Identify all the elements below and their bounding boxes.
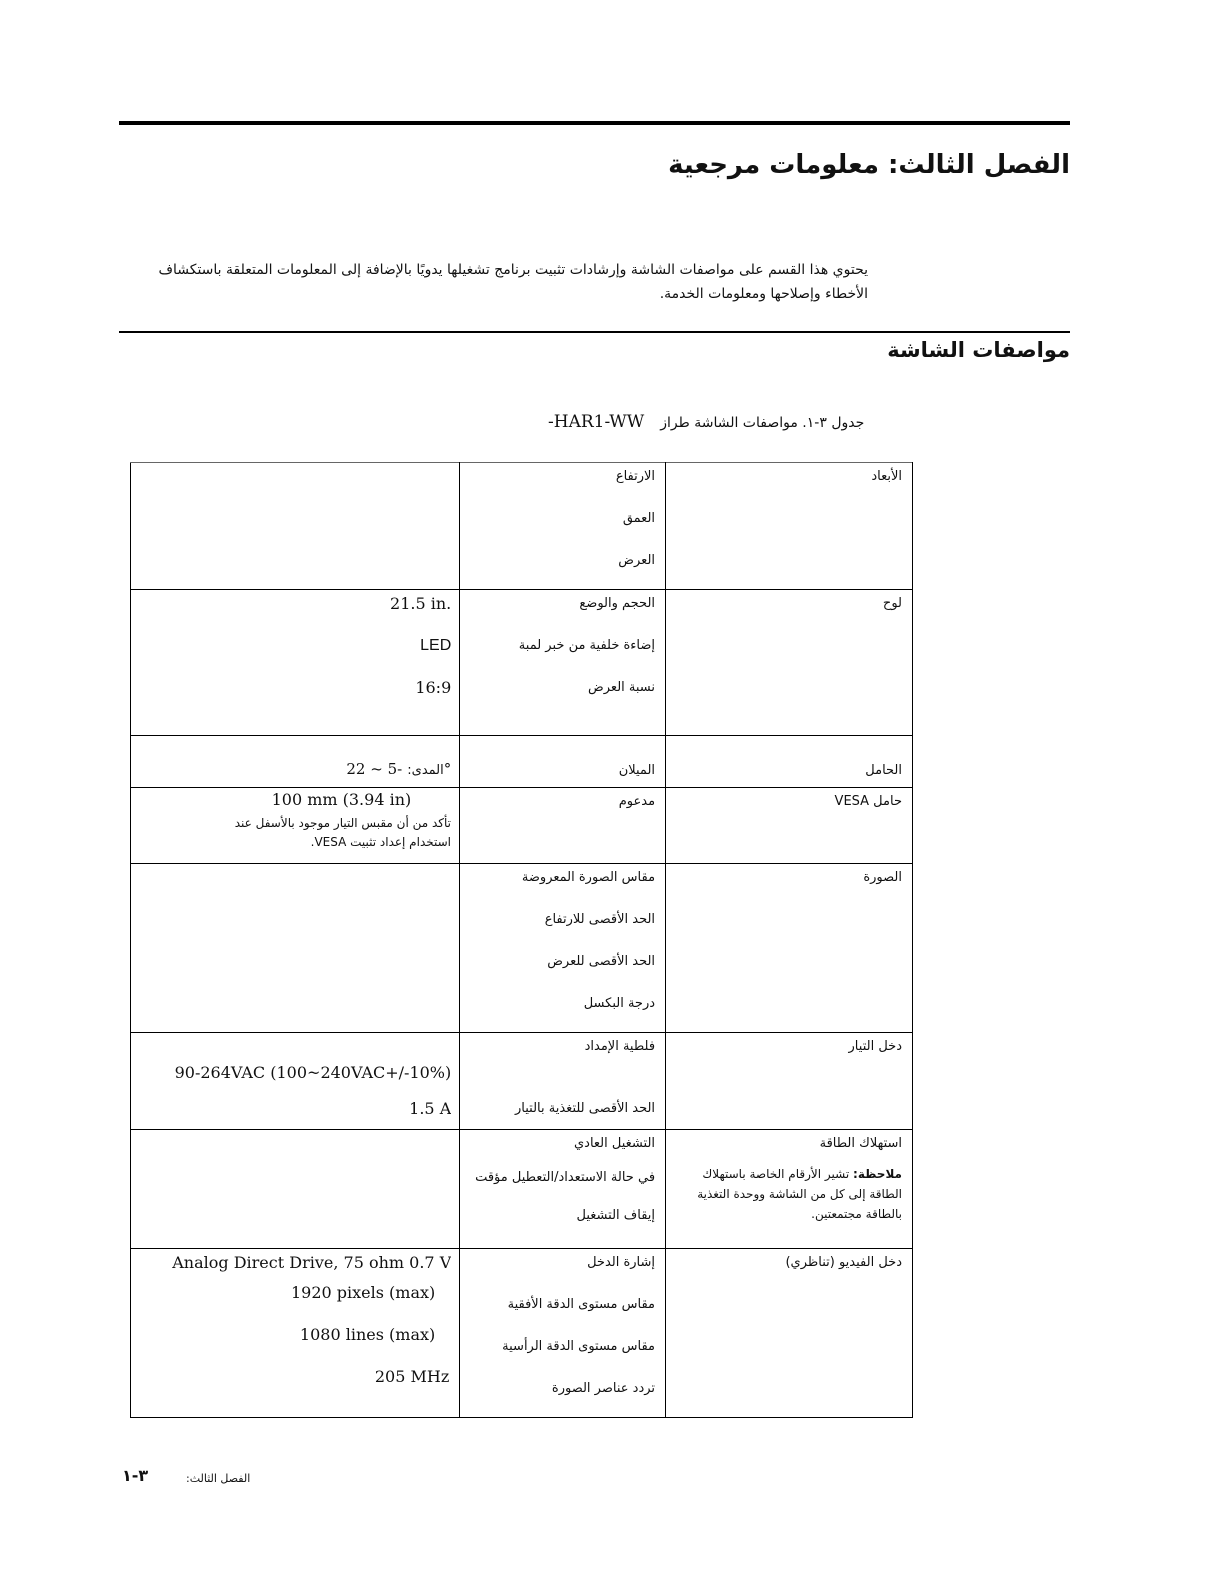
video-vres-value: 1080 lines (max) bbox=[299, 1325, 436, 1344]
power-off-label: إيقاف التشغيل bbox=[576, 1208, 656, 1223]
video-input-values bbox=[131, 1249, 460, 1418]
power-current-value: 1.5 A bbox=[409, 1099, 452, 1118]
power-voltage-label: فلطية الإمداد bbox=[584, 1039, 656, 1054]
stand-category bbox=[666, 736, 913, 788]
power-consumption-values bbox=[131, 1130, 460, 1249]
table-row-vesa bbox=[131, 788, 913, 864]
panel-items bbox=[460, 590, 666, 736]
stand-category-label: الحامل bbox=[865, 763, 902, 778]
dimensions-items bbox=[460, 463, 666, 590]
footer-chapter-label: الفصل الثالث: bbox=[186, 1472, 251, 1485]
section-rule bbox=[119, 331, 1070, 333]
power-input-values bbox=[131, 1033, 460, 1130]
image-values bbox=[131, 864, 460, 1033]
power-consumption-category-label: استهلاك الطاقة bbox=[819, 1136, 902, 1151]
image-category bbox=[666, 864, 913, 1033]
table-row-image bbox=[131, 864, 913, 1033]
image-items bbox=[460, 864, 666, 1033]
vesa-values bbox=[131, 788, 460, 864]
video-hres-label: مقاس مستوى الدقة الأفقية bbox=[507, 1297, 656, 1312]
panel-category bbox=[666, 590, 913, 736]
dimensions-category-label: الأبعاد bbox=[871, 469, 902, 484]
image-category-label: الصورة bbox=[863, 870, 902, 885]
video-vres-label: مقاس مستوى الدقة الرأسية bbox=[502, 1339, 656, 1354]
stand-range-value: -5 ~ 22° bbox=[346, 760, 452, 778]
video-signal-label: إشارة الدخل bbox=[587, 1255, 656, 1270]
top-rule bbox=[119, 121, 1070, 125]
vesa-items bbox=[460, 788, 666, 864]
table-row-stand bbox=[131, 736, 913, 788]
dim-height-label: الارتفاع bbox=[615, 469, 656, 484]
chapter-title: الفصل الثالث: معلومات مرجعية bbox=[668, 150, 1070, 180]
stand-tilt-label: الميلان bbox=[618, 763, 656, 778]
power-normal-label: التشغيل العادي bbox=[573, 1136, 656, 1151]
panel-aspect-value: 16:9 bbox=[415, 678, 452, 697]
power-consumption-items bbox=[460, 1130, 666, 1249]
table-row-dimensions bbox=[131, 463, 913, 590]
table-caption-model: -HAR1-WW bbox=[548, 412, 645, 432]
image-size-label: مقاس الصورة المعروضة bbox=[521, 870, 656, 885]
video-signal-value: Analog Direct Drive, 75 ohm 0.7 V bbox=[172, 1253, 452, 1272]
table-row-panel bbox=[131, 590, 913, 736]
power-consumption-category bbox=[666, 1130, 913, 1249]
section-title: مواصفات الشاشة bbox=[887, 338, 1070, 362]
power-input-category-label: دخل التيار bbox=[848, 1039, 902, 1054]
video-input-category bbox=[666, 1249, 913, 1418]
panel-aspect-label: نسبة العرض bbox=[588, 680, 656, 695]
dimensions-values bbox=[131, 463, 460, 590]
video-pixel-clock-value: 205 MHz bbox=[374, 1367, 450, 1386]
table-row-video-input bbox=[131, 1249, 913, 1418]
stand-range-label: المدى: bbox=[407, 763, 444, 778]
panel-category-label: لوح bbox=[882, 596, 902, 611]
power-current-label: الحد الأقصى للتغذية بالتيار bbox=[515, 1101, 656, 1116]
video-pixel-clock-label: تردد عناصر الصورة bbox=[551, 1381, 656, 1396]
power-input-category bbox=[666, 1033, 913, 1130]
panel-backlight-value: LED bbox=[420, 637, 452, 654]
power-note-text: تشير الأرقام الخاصة باستهلاك الطاقة إلى كل من الشاشة ووحدة التغذية بالطاقة مجتمعتين. bbox=[697, 1167, 902, 1221]
video-input-category-label: دخل الفيديو (تناظري) bbox=[785, 1255, 902, 1270]
dim-width-label: العرض bbox=[618, 553, 656, 568]
table-row-power-consumption bbox=[131, 1130, 913, 1249]
panel-size-value: 21.5 in. bbox=[390, 594, 452, 613]
panel-size-label: الحجم والوضع bbox=[579, 596, 656, 611]
table-caption bbox=[548, 412, 864, 432]
intro-paragraph: يحتوي هذا القسم على مواصفات الشاشة وإرشادات تثبيت برنامج تشغيلها يدويًا بالإضافة إلى المعلومات المتعلقة باستكشاف الأخطاء وإصلاحها ومعلومات الخدمة. bbox=[158, 262, 868, 302]
image-max-width-label: الحد الأقصى للعرض bbox=[547, 954, 656, 969]
power-standby-label: في حالة الاستعداد/التعطيل مؤقت bbox=[475, 1170, 656, 1185]
power-voltage-value: 90-264VAC (100~240VAC+/-10%) bbox=[174, 1063, 452, 1082]
image-max-height-label: الحد الأقصى للارتفاع bbox=[544, 912, 656, 927]
stand-values bbox=[131, 736, 460, 788]
stand-items bbox=[460, 736, 666, 788]
table-caption-text: جدول ٣-١. مواصفات الشاشة طراز bbox=[660, 415, 865, 431]
video-hres-value: 1920 pixels (max) bbox=[290, 1283, 436, 1302]
dimensions-category bbox=[666, 463, 913, 590]
vesa-category-label: حامل VESA bbox=[834, 794, 902, 809]
vesa-supported-label: مدعوم bbox=[618, 794, 656, 809]
power-input-items bbox=[460, 1033, 666, 1130]
vesa-size-value: 100 mm (3.94 in) bbox=[271, 790, 412, 809]
dim-depth-label: العمق bbox=[622, 511, 656, 526]
page-number: ٣-١ bbox=[122, 1466, 149, 1485]
spec-table bbox=[130, 462, 913, 1418]
panel-values bbox=[131, 590, 460, 736]
power-consumption-note bbox=[666, 1164, 912, 1224]
power-note-label: ملاحظة: bbox=[853, 1167, 902, 1181]
vesa-category bbox=[666, 788, 913, 864]
panel-backlight-label: إضاءة خلفية من خبر لمبة bbox=[518, 638, 656, 653]
vesa-note: تأكد من أن مقبس التيار موجود بالأسفل عند استخدام إعداد تثبيت VESA. bbox=[234, 816, 451, 849]
image-pixel-pitch-label: درجة البكسل bbox=[583, 996, 656, 1011]
video-input-items bbox=[460, 1249, 666, 1418]
table-row-power-input bbox=[131, 1033, 913, 1130]
